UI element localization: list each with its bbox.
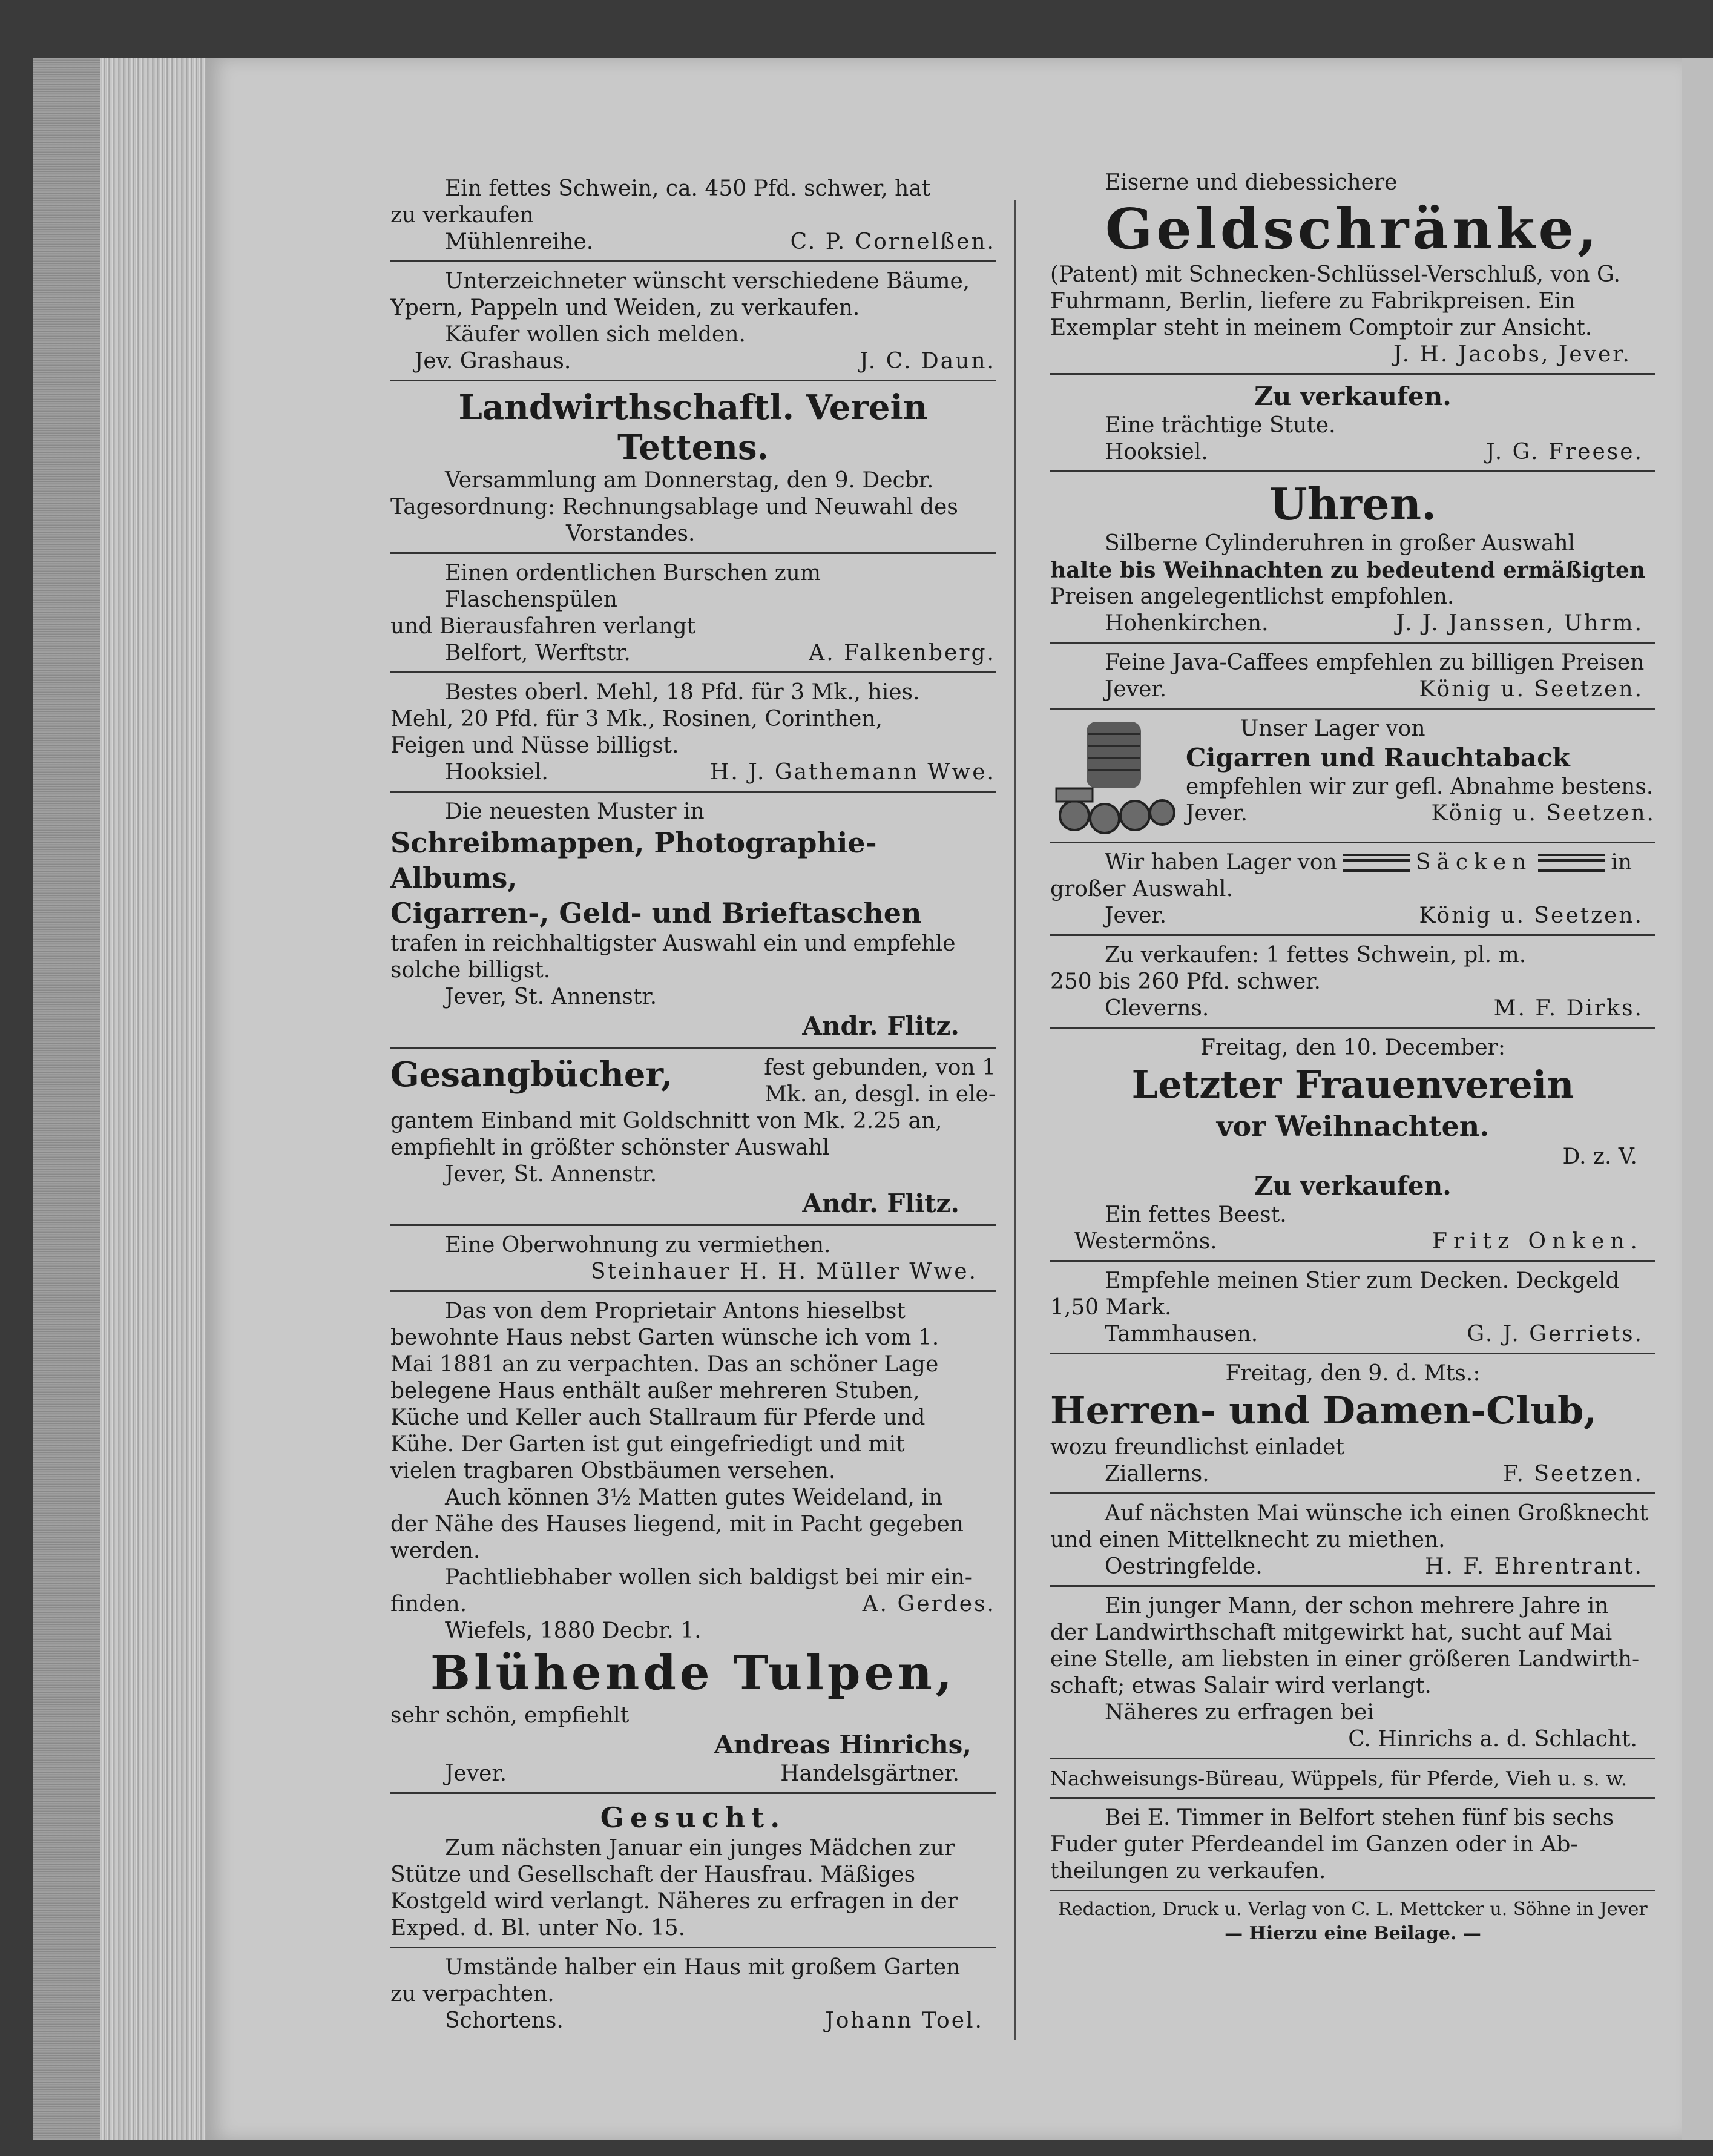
ad-beest: Zu verkaufen. Ein fettes Beest. Westermöns. Fritz Onken. (1074, 1171, 1643, 1254)
ad-separator (1050, 1758, 1655, 1759)
next-page-edge (1682, 58, 1713, 2140)
ad-schwein-dirks: Zu verkaufen: 1 fettes Schwein, pl. m. 250 bis 260 Pfd. schwer. Cleverns. M. F. Dirks. (1050, 943, 1643, 1021)
ad-stier: Empfehle meinen Stier zum Decken. Deckgeld 1,50 Mark. Tammhausen. G. J. Gerriets. (1050, 1268, 1643, 1347)
ad-java-caffees: Feine Java-Caffees empfehlen zu billigen Preisen Jever. König u. Seetzen. (1105, 650, 1645, 702)
ad-gesangbuecher: Gesangbücher, fest gebunden, von 1 Mk. an, desgl. in ele- gantem Einband mit Goldschnitt von Mk. 2.25 an, empfiehlt in größter schönster Auswahl Jever, St. Annenstr. Andr. Flitz. (390, 1055, 996, 1218)
ad-separator (390, 260, 996, 262)
ad-verein-tettens: Landwirthschaftl. Verein Tettens. Versammlung am Donnerstag, den 9. Decbr. Tagesordnung: Rechnungsablage und Neuwahl des Vorstandes. (390, 387, 958, 546)
ad-separator (1050, 1890, 1655, 1891)
ad-tulpen: Blühende Tulpen, sehr schön, empfiehlt Andreas Hinrichs, Jever. Handelsgärtner. (390, 1646, 972, 1786)
left-column (390, 176, 996, 2034)
ad-damen-club: Freitag, den 9. d. Mts.: Herren- und Damen-Club, wozu freundlichst einladet Ziallerns. F. Seetzen. (1050, 1361, 1643, 1486)
ad-separator (1050, 1353, 1655, 1354)
ad-separator (390, 552, 996, 554)
ad-separator (1050, 708, 1655, 710)
ad-burschen: Einen ordentlichen Burschen zum Flaschenspülen und Bierausfahren verlangt Belfort, Werftstr. A. Falkenberg. (390, 561, 996, 665)
ad-separator (390, 1224, 996, 1226)
ad-junger-mann: Ein junger Mann, der schon mehrere Jahre in der Landwirthschaft mitgewirkt hat, sucht auf Mai eine Stelle, am liebsten in einer größeren Landwirth- schaft; etwas Salair wird verlangt. Näheres zu erfragen bei C. Hinrichs a. d. Schlacht. (1050, 1594, 1640, 1752)
right-column (1050, 170, 1655, 1946)
ad-gesucht: Gesucht. Zum nächsten Januar ein junges Mädchen zur Stütze und Gesellschaft der Hausfrau. Mäßiges Kostgeld wird verlangt. Näheres zu erfragen in der Exped. d. Bl. unter No. 15. (390, 1801, 958, 1940)
ad-separator (1050, 1797, 1655, 1799)
ad-saecke: Wir haben Lager von Säcken in großer Auswahl. Jever. König u. Seetzen. (1050, 850, 1643, 928)
ad-grossknecht: Auf nächsten Mai wünsche ich einen Großknecht und einen Mittelknecht zu miethen. Oestringfelde. H. F. Ehrentrant. (1050, 1501, 1648, 1579)
triple-rule-ornament (1538, 854, 1605, 872)
column-divider (1014, 200, 1016, 2040)
triple-rule-ornament (1343, 854, 1410, 872)
ad-separator (1050, 934, 1655, 936)
ad-separator (390, 1947, 996, 1948)
ad-separator (390, 1792, 996, 1794)
ad-haus-garten: Umstände halber ein Haus mit großem Garten zu verpachten. Schortens. Johann Toel. (390, 1955, 984, 2033)
ad-trees-sale: Unterzeichneter wünscht verschiedene Bäume, Ypern, Pappeln und Weiden, zu verkaufen. Käufer wollen sich melden. Jev. Grashaus. J. C. Daun. (390, 269, 996, 374)
imprint-footer: Redaction, Druck u. Verlag von C. L. Mettcker u. Söhne in Jever — Hierzu eine Beilage. — (1058, 1899, 1648, 1944)
ad-separator (1050, 842, 1655, 843)
ad-pig-sale: Ein fettes Schwein, ca. 450 Pfd. schwer, hat zu verkaufen Mühlenreihe. C. P. Cornelßen. (390, 176, 996, 254)
ad-separator (1050, 1585, 1655, 1587)
ad-uhren: Uhren. Silberne Cylinderuhren in großer Auswahl halte bis Weihnachten zu bedeutend ermäßigten Preisen angelegentlichst empfohlen. Hohenkirchen. J. J. Janssen, Uhrm. (1050, 478, 1646, 636)
ad-separator (390, 380, 996, 381)
ad-geldschraenke: Eiserne und diebessichere Geldschränke, (Patent) mit Schnecken-Schlüssel-Verschluß, von G. Fuhrmann, Berlin, liefere zu Fabrikpreisen. Ein Exemplar steht in meinem Comptoir zur Ansicht. J. H. Jacobs, Jever. (1050, 170, 1631, 367)
ad-schreibmappen: Die neuesten Muster in Schreibmappen, Photographie-Albums, Cigarren-, Geld- und Brieftaschen trafen in reichhaltigster Auswahl ein und empfehle solche billigst. Jever, St. Annenstr. Andr. Flitz. (390, 799, 959, 1041)
ad-separator (1050, 1027, 1655, 1029)
ad-mehl: Bestes oberl. Mehl, 18 Pfd. für 3 Mk., hies. Mehl, 20 Pfd. für 3 Mk., Rosinen, Corinthen, Feigen und Nüsse billigst. Hooksiel. H. J. Gathemann Wwe. (390, 680, 996, 785)
cigar-bundle-illustration (1050, 716, 1177, 837)
ad-separator (1050, 373, 1655, 375)
ad-stute: Zu verkaufen. Eine trächtige Stute. Hooksiel. J. G. Freese. (1105, 381, 1643, 464)
ad-separator (390, 1290, 996, 1292)
ad-separator (390, 671, 996, 673)
ad-separator (1050, 1492, 1655, 1494)
ad-separator (1050, 470, 1655, 472)
ad-oberwohnung: Eine Oberwohnung zu vermiethen. Steinhauer H. H. Müller Wwe. (445, 1233, 978, 1284)
ad-separator (1050, 642, 1655, 644)
ad-cigarren: Unser Lager von Cigarren und Rauchtaback empfehlen wir zur gefl. Abnahme bestens. Jever. König u. Seetzen. (1050, 716, 1655, 837)
ad-frauenverein: Freitag, den 10. December: Letzter Frauenverein vor Weihnachten. D. z. V. (1131, 1035, 1637, 1169)
book-spine-edge (33, 58, 100, 2140)
ad-separator (390, 791, 996, 793)
ad-separator (1050, 1260, 1655, 1262)
ad-separator (390, 1047, 996, 1049)
ad-haus-verpachten: Das von dem Proprietair Antons hieselbst bewohnte Haus nebst Garten wünsche ich vom 1. Mai 1881 an zu verpachten. Das an schöner Lage belegene Haus enthält außer mehreren Stuben, Küche und Keller auch Stallraum für Pferde und Kühe. Der Garten ist gut eingefriedigt und mit vielen tragbaren Obstbäumen versehen. Auch können 3½ Matten gutes Weideland, in der Nähe des Hauses liegend, mit in Pacht gegeben werden. Pachtliebhaber wollen sich baldigst bei mir ein- finden. A. Gerdes. Wiefels, 1880 Decbr. 1. (390, 1299, 996, 1643)
ad-nachweisungs-bureau: Nachweisungs-Büreau, Wüppels, für Pferde, Vieh u. s. w. Bei E. Timmer in Belfort stehen fünf bis sechs Fuder guter Pferdeandel im Ganzen oder in Ab- theilungen zu verkaufen. (1050, 1765, 1655, 1885)
